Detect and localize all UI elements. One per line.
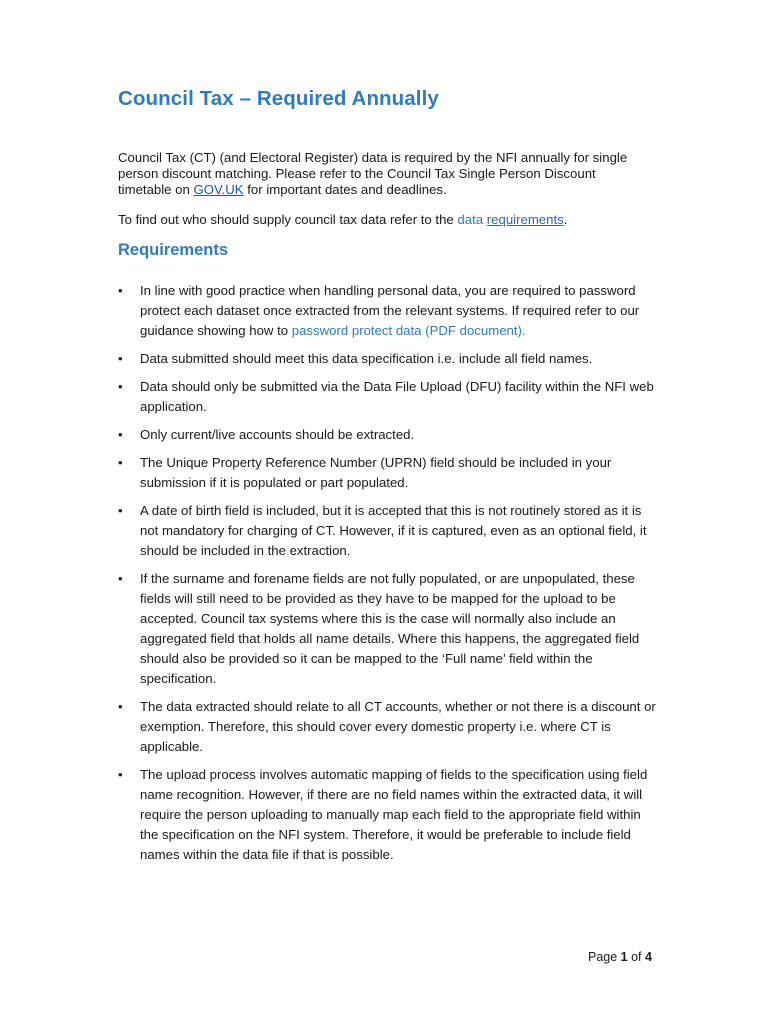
intro-paragraph (118, 150, 648, 198)
of-label: of (627, 950, 645, 964)
list-item (118, 453, 658, 493)
requirements-link[interactable]: requirements (486, 212, 564, 227)
list-item (118, 765, 658, 865)
page-title: Council Tax – Required Annually (118, 87, 439, 110)
bullet-icon: • (118, 379, 123, 394)
list-item (118, 501, 658, 561)
list-item (118, 425, 658, 445)
list-item-text: The Unique Property Reference Number (UPRN) field should be included in your submission if it is populated or part populated. (140, 455, 612, 490)
current-page: 1 (620, 950, 628, 964)
list-item-text: Only current/live accounts should be extracted. (140, 427, 415, 442)
list-item (118, 349, 658, 369)
total-pages: 4 (645, 950, 652, 964)
page-label: Page (588, 950, 621, 964)
page-number (588, 950, 652, 964)
intro2-text-after: . (563, 212, 568, 227)
bullet-icon: • (118, 283, 123, 298)
list-item-text: Data should only be submitted via the Data File Upload (DFU) facility within the NFI web application. (140, 379, 654, 414)
list-item (118, 697, 658, 757)
list-item-text: The upload process involves automatic mapping of fields to the specification using field name recognition. However, if there are no field names within the extracted data, it will require the person uploading to manually map each field to the appropriate field within the specification on the NFI system. Therefore, it would be preferable to include field names within the data file if that is possible. (140, 767, 648, 862)
data-link[interactable]: data (457, 212, 484, 227)
bullet-icon: • (118, 571, 123, 586)
bullet-icon: • (118, 699, 123, 714)
bullet-icon: • (118, 427, 123, 442)
intro-text-after: for important dates and deadlines. (243, 182, 447, 197)
list-item (118, 377, 658, 417)
bullet-icon: • (118, 351, 123, 366)
list-item-text: Data submitted should meet this data specification i.e. include all field names. (140, 351, 593, 366)
requirements-heading: Requirements (118, 241, 229, 259)
intro-text-before: Council Tax (CT) (and Electoral Register) data is required by the NFI annually for single person discount matching. Please refer to the Council Tax Single Person Discount timetable on (118, 150, 628, 197)
govuk-link[interactable]: GOV.UK (193, 182, 244, 197)
requirements-list (118, 281, 658, 873)
data-requirements-paragraph (118, 212, 658, 228)
bullet-icon: • (118, 767, 123, 782)
list-item-text: In line with good practice when handling personal data, you are required to password protect each dataset once extracted from the relevant systems. If required refer to our guidance showing how to (140, 283, 640, 338)
list-item-text: The data extracted should relate to all CT accounts, whether or not there is a discount or exemption. Therefore, this should cover every domestic property i.e. where CT is applicable. (140, 699, 656, 754)
list-item-text: A date of birth field is included, but it is accepted that this is not routinely stored as it is not mandatory for charging of CT. However, if it is captured, even as an optional field, it should be included in the extraction. (140, 503, 647, 558)
intro2-text-before: To find out who should supply council tax data refer to the (118, 212, 458, 227)
bullet-icon: • (118, 455, 123, 470)
bullet-icon: • (118, 503, 123, 518)
list-item-text: If the surname and forename fields are not fully populated, or are unpopulated, these fields will still need to be provided as they have to be mapped for the upload to be accepted. Council tax systems where this is the case will normally also include an aggregated field that holds all name details. Where this happens, the aggregated field should also be provided so it can be mapped to the ‘Full name’ field within the specification. (140, 571, 640, 686)
list-item (118, 569, 658, 689)
list-item (118, 281, 658, 341)
password-protect-link[interactable]: password protect data (PDF document). (291, 323, 526, 338)
